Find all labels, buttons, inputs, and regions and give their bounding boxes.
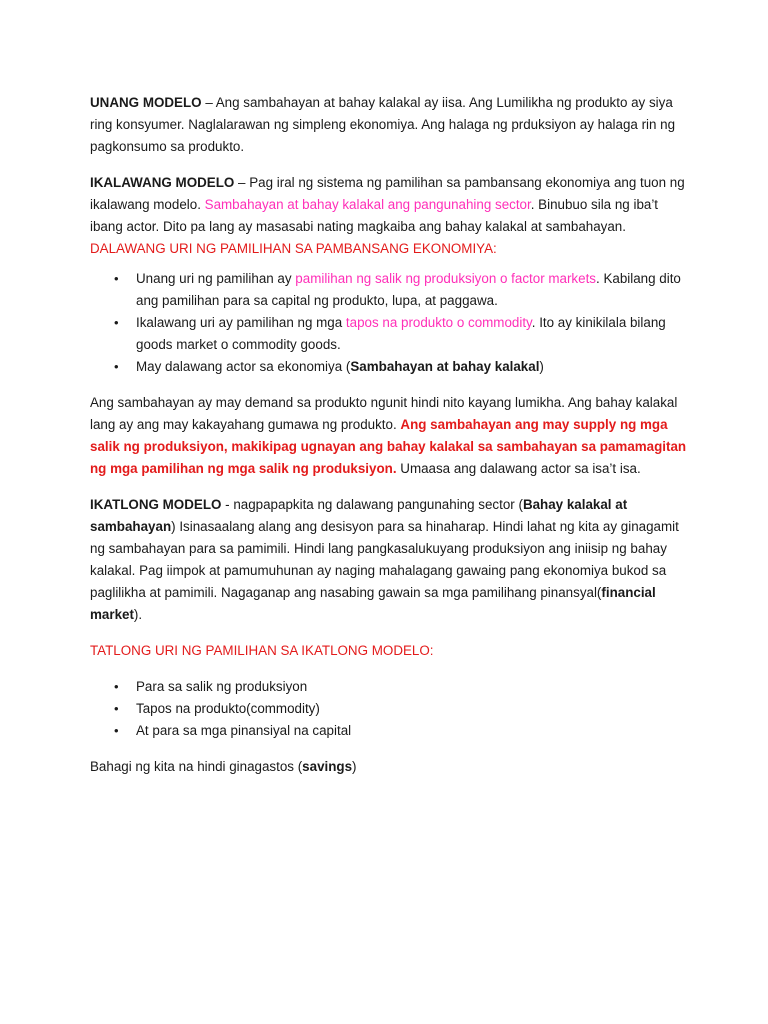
savings-text: Bahagi ng kita na hindi ginagastos ( [90,759,303,774]
tatlong-uri-heading: TATLONG URI NG PAMILIHAN SA IKATLONG MODELO: [90,643,434,658]
ikatlong-modelo-body-1: - nagpapapkita ng dalawang pangunahing sector ( [221,497,523,512]
ikatlong-modelo-title: IKATLONG MODELO [90,497,222,512]
ikatlong-modelo-body-3: ). [133,607,143,622]
list-item-text: At para sa mga pinansiyal na capital [136,723,352,738]
paragraph-sambahayan-demand [90,392,688,480]
list-item-text: Unang uri ng pamilihan ay [136,271,296,286]
bullet-icon: • [114,723,119,738]
sambahayan-body-1: Ang sambahayan ay may demand sa produkto ngunit hindi nito kayang lumikha. Ang bahay kalakal lang ay ang may kakayahang gumawa ng produkto. [90,395,678,432]
list-item-text: Ikalawang uri ay pamilihan ng mga [136,315,346,330]
list-item [90,698,688,720]
list-item [90,312,688,356]
list-item-text: Tapos na produkto(commodity) [136,701,320,716]
ikalawang-modelo-body-1: – Pag iral ng sistema ng pamilihan sa pambansang ekonomiya ang tuon ng ikalawang modelo. [90,175,685,212]
list-item-text: May dalawang actor sa ekonomiya ( [136,359,351,374]
list-item-highlight: tapos na produkto o commodity [345,315,532,330]
unang-modelo-body: – Ang sambahayan at bahay kalakal ay iisa. Ang Lumilikha ng produkto ay siya ring konsyumer. Naglalarawan ng simpleng ekonomiya. Ang halaga ng prduksiyon ay halaga rin ng pagkonsumo sa produkto. [90,95,676,154]
ikalawang-modelo-highlight: Sambahayan at bahay kalakal ang pangunahing sector [204,197,531,212]
dalawang-uri-heading: DALAWANG URI NG PAMILIHAN SA PAMBANSANG EKONOMIYA: [90,241,497,256]
tatlong-uri-list [90,676,688,742]
paragraph-savings [90,756,688,778]
paragraph-unang-modelo [90,92,688,158]
savings-bold: savings [302,759,353,774]
list-item [90,676,688,698]
bullet-icon: • [114,271,119,286]
list-item-text: . Kabilang dito ang pamilihan para sa capital ng produkto, lupa, at paggawa. [136,271,681,308]
ikatlong-modelo-bold-2: financial market [90,585,656,622]
bullet-icon: • [114,679,119,694]
ikalawang-modelo-body-2: . Binubuo sila ng iba’t ibang actor. Dito pa lang ay masasabi nating magkaiba ang bahay kalakal at sambahayan. [90,197,659,234]
sambahayan-body-2: Umaasa ang dalawang actor sa isa’t isa. [396,461,641,476]
ikalawang-modelo-title: IKALAWANG MODELO [90,175,235,190]
list-item [90,356,688,378]
ikatlong-modelo-bold-1: Bahay kalakal at sambahayan [90,497,628,534]
list-item-text: ) [539,359,544,374]
paragraph-ikatlong-modelo [90,494,688,626]
list-item-highlight: pamilihan ng salik ng produksiyon o factor markets [295,271,596,286]
list-item [90,720,688,742]
paragraph-ikalawang-modelo [90,172,688,238]
savings-text-end: ) [352,759,357,774]
list-item-text: Para sa salik ng produksiyon [136,679,308,694]
bullet-icon: • [114,359,119,374]
dalawang-uri-list [90,268,688,378]
unang-modelo-title: UNANG MODELO [90,95,202,110]
bullet-icon: • [114,315,119,330]
list-item [90,268,688,312]
ikatlong-modelo-body-2: ) Isinasaalang alang ang desisyon para sa hinaharap. Hindi lahat ng kita ay ginagamit ng sambahayan para sa pamimili. Hindi lang pangkasalukuyang produksiyon ang iniisip ng bahay kalakal. Pag iimpok at pamumuhunan ay naging mahalagang gawaing pang ekonomiya bukod sa paglilikha at pamimili. Nagaganap ang nasabing gawain sa mga pamilihang pinansyal( [90,519,679,600]
list-item-text: . Ito ay kinikilala bilang goods market o commodity goods. [136,315,666,352]
sambahayan-red-emphasis: Ang sambahayan ang may supply ng mga salik ng produksiyon, makikipag ugnayan ang bahay kalakal sa sambahayan sa pamamagitan ng mga pamilihan ng mga salik ng produksiyon. [90,417,687,476]
bullet-icon: • [114,701,119,716]
list-item-bold: Sambahayan at bahay kalakal [350,359,540,374]
